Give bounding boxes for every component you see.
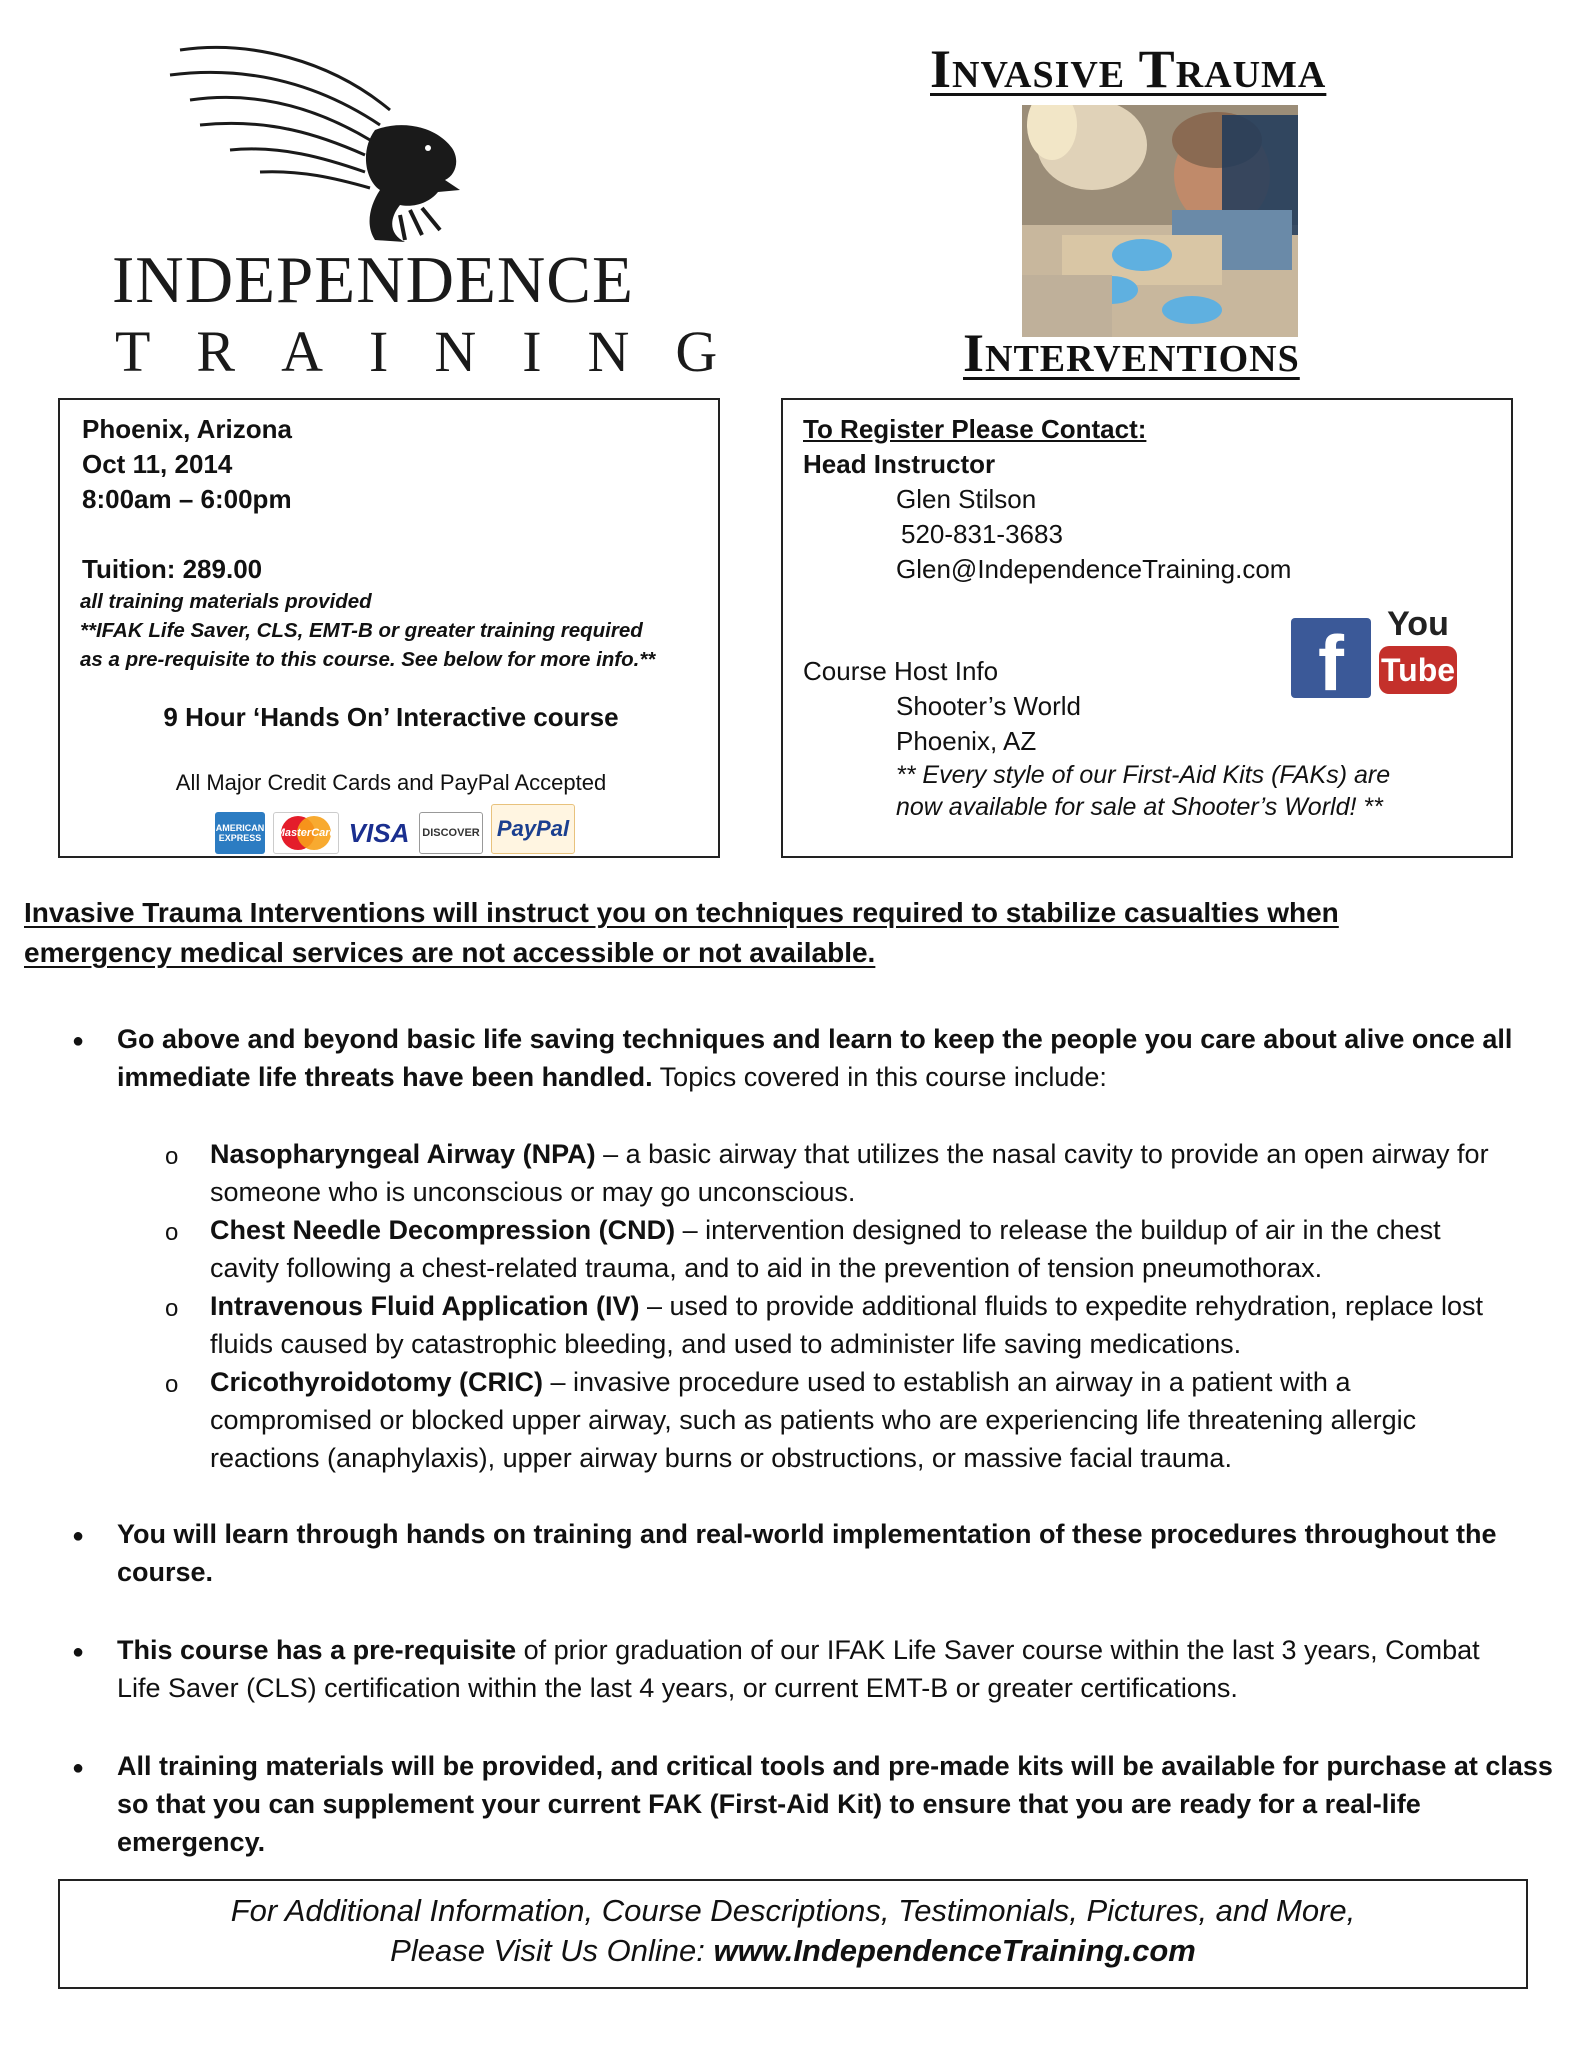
mastercard-icon — [273, 812, 339, 854]
bullet-3 — [117, 1631, 1557, 1707]
topic-desc-cont: someone who is unconscious or may go unconscious. — [210, 1177, 856, 1207]
topic-name: Cricothyroidotomy (CRIC) — [210, 1367, 543, 1397]
bullet-2-line-2: course. — [117, 1557, 214, 1587]
topic-name: Chest Needle Decompression (CND) — [210, 1215, 676, 1245]
footer-prefix: Please Visit Us Online: — [390, 1933, 714, 1968]
host-heading: Course Host Info — [803, 656, 999, 686]
bullet-1-bold-1: Go above and beyond basic life saving techniques and learn to keep the people you care about alive once all — [117, 1024, 1513, 1054]
prereq-note-1: **IFAK Life Saver, CLS, EMT-B or greater training required — [80, 619, 643, 642]
discover-card-icon: DISCOVER — [419, 812, 483, 854]
topic-desc: – a basic airway that utilizes the nasal cavity to provide an open airway for — [595, 1139, 1489, 1169]
sub-bullet: o — [165, 1143, 179, 1170]
register-heading: To Register Please Contact: — [803, 414, 1147, 444]
kits-note-2: now available for sale at Shooter’s World! ** — [896, 793, 1383, 821]
course-date: Oct 11, 2014 — [82, 449, 233, 479]
topic-name: Nasopharyngeal Airway (NPA) — [210, 1139, 596, 1169]
course-location: Phoenix, Arizona — [82, 414, 292, 444]
amex-card-icon: AMERICAN EXPRESS — [215, 812, 265, 854]
host-city: Phoenix, AZ — [896, 726, 1037, 756]
website-link[interactable]: www.IndependenceTraining.com — [713, 1933, 1196, 1968]
topic-desc: – invasive procedure used to establish an airway in a patient with a — [543, 1367, 1351, 1397]
course-type: 9 Hour ‘Hands On’ Interactive course — [163, 702, 619, 732]
host-name: Shooter’s World — [896, 691, 1081, 721]
paypal-icon: PayPal — [491, 804, 575, 854]
brand-subtitle: TRAINING — [115, 319, 764, 384]
instructor-phone[interactable]: 520-831-3683 — [901, 519, 1063, 549]
prereq-note-2: as a pre-requisite to this course. See below for more info.** — [80, 648, 656, 671]
footer-line-1: For Additional Information, Course Descriptions, Testimonials, Pictures, and More, — [230, 1893, 1356, 1928]
materials-note: all training materials provided — [80, 590, 372, 613]
training-photo — [1022, 105, 1298, 337]
instructor-email[interactable]: Glen@IndependenceTraining.com — [896, 554, 1292, 584]
contact-box — [781, 398, 1513, 858]
course-info-box — [58, 398, 720, 858]
course-title-line2: Interventions — [963, 323, 1300, 383]
bullet-dot: ● — [72, 1757, 85, 1779]
instructor-heading: Head Instructor — [803, 449, 996, 479]
payment-note: All Major Credit Cards and PayPal Accepted — [175, 770, 607, 795]
bullet-1-rest: Topics covered in this course include: — [652, 1062, 1107, 1092]
topic-desc-cont: cavity following a chest-related trauma, and to aid in the prevention of tension pneumothorax. — [210, 1253, 1323, 1283]
intro-line-2: emergency medical services are not accessible or not available. — [24, 937, 876, 968]
topic-name: Intravenous Fluid Application (IV) — [210, 1291, 640, 1321]
bullet-3-bold: This course has a pre-requisite — [117, 1635, 517, 1665]
topic-cric — [210, 1363, 1550, 1477]
bullet-4-line-2: so that you can supplement your current FAK (First-Aid Kit) to ensure that you are ready for a real-life — [117, 1789, 1421, 1819]
bullet-4-line-3: emergency. — [117, 1827, 266, 1857]
topic-iv — [210, 1287, 1550, 1363]
topic-cnd — [210, 1211, 1550, 1287]
bullet-3-rest-1: of prior graduation of our IFAK Life Saver course within the last 3 years, Combat — [516, 1635, 1480, 1665]
youtube-icon[interactable] — [1379, 606, 1457, 702]
sub-bullet: o — [165, 1295, 179, 1322]
bullet-dot: ● — [72, 1641, 85, 1663]
course-time: 8:00am – 6:00pm — [82, 484, 292, 514]
youtube-tube-label: Tube — [1379, 646, 1457, 694]
mastercard-label: MasterCard — [275, 827, 337, 839]
intro-line-1: Invasive Trauma Interventions will instruct you on techniques required to stabilize casualties when — [24, 897, 1339, 928]
brand-name: INDEPENDENCE — [112, 243, 634, 317]
bullet-4 — [117, 1747, 1557, 1861]
bullet-1-bold-2: immediate life threats have been handled. — [117, 1062, 653, 1092]
topic-desc: – intervention designed to release the buildup of air in the chest — [675, 1215, 1441, 1245]
course-title-line1: Invasive Trauma — [930, 39, 1327, 99]
bullet-1 — [117, 1020, 1557, 1096]
topic-desc: – used to provide additional fluids to expedite rehydration, replace lost — [639, 1291, 1484, 1321]
facebook-icon[interactable]: f — [1291, 618, 1371, 698]
course-tuition: Tuition: 289.00 — [82, 554, 263, 584]
bullet-2-line-1: You will learn through hands on training and real-world implementation of these procedures throughout the — [117, 1519, 1497, 1549]
gloved-hand — [1112, 239, 1172, 271]
bullet-dot: ● — [72, 1030, 85, 1052]
sub-bullet: o — [165, 1219, 179, 1246]
topic-desc-cont: fluids caused by catastrophic bleeding, and used to administer life saving medications. — [210, 1329, 1242, 1359]
eagle-logo — [160, 30, 490, 250]
youtube-you-label: You — [1387, 605, 1449, 643]
footer-line-2 — [60, 1933, 1526, 1969]
visa-card-icon: VISA — [348, 817, 410, 848]
sub-bullet: o — [165, 1371, 179, 1398]
bullet-2 — [117, 1515, 1557, 1591]
course-intro — [24, 893, 1444, 973]
bullet-4-line-1: All training materials will be provided, and critical tools and pre-made kits will be available for purchase at class — [117, 1751, 1553, 1781]
kits-note-1: ** Every style of our First-Aid Kits (FAKs) are — [896, 761, 1391, 789]
topic-npa — [210, 1135, 1550, 1211]
payment-cards — [215, 804, 575, 854]
footer-box — [58, 1879, 1528, 1989]
bullet-dot: ● — [72, 1525, 85, 1547]
topic-desc-cont-2: reactions (anaphylaxis), upper airway burns or obstructions, or massive facial trauma. — [210, 1443, 1232, 1473]
topic-desc-cont: compromised or blocked upper airway, such as patients who are experiencing life threatening allergic — [210, 1405, 1417, 1435]
bullet-3-rest-2: Life Saver (CLS) certification within the last 4 years, or current EMT-B or greater certifications. — [117, 1673, 1238, 1703]
instructor-name: Glen Stilson — [896, 484, 1037, 514]
